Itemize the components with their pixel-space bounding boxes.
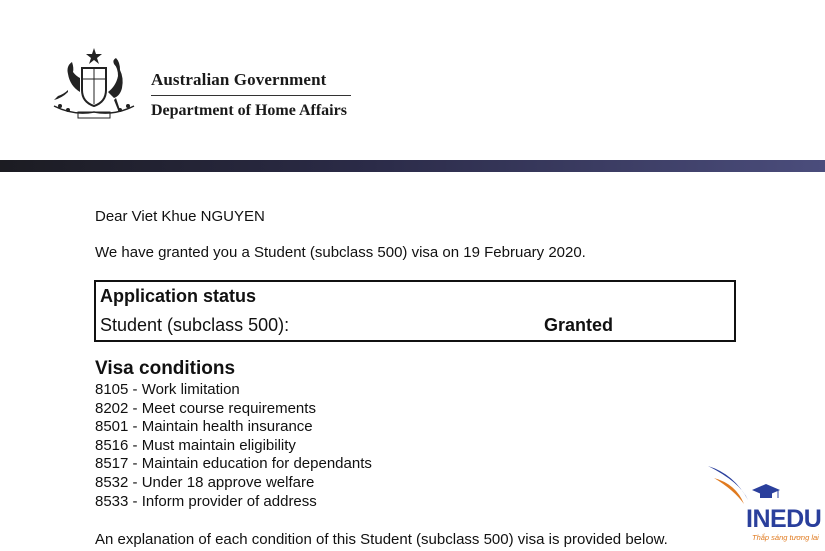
letterhead-divider [151, 95, 351, 96]
status-value: Granted [544, 315, 614, 335]
header-banner [0, 160, 825, 172]
explanation-text: An explanation of each condition of this Student (subclass 500) visa is provided below. [95, 531, 668, 548]
inedu-tagline: Thắp sáng tương lai [752, 533, 819, 542]
department-name: Department of Home Affairs [151, 102, 347, 119]
status-title: Application status [100, 286, 257, 306]
condition-item: 8532 - Under 18 approve welfare [95, 473, 315, 491]
letterhead [0, 0, 825, 160]
condition-item: 8517 - Maintain education for dependants [95, 455, 372, 473]
government-name: Australian Government [151, 70, 327, 89]
grant-statement: We have granted you a Student (subclass 500) visa on 19 February 2020. [95, 244, 586, 261]
inedu-brand: INEDU [746, 505, 822, 533]
application-status-box [94, 280, 736, 342]
condition-item: 8501 - Maintain health insurance [95, 418, 313, 436]
condition-item: 8105 - Work limitation [95, 381, 240, 398]
condition-item: 8202 - Meet course requirements [95, 399, 316, 417]
coat-of-arms-icon [44, 46, 144, 122]
condition-item: 8533 - Inform provider of address [95, 492, 317, 510]
condition-item: 8516 - Must maintain eligibility [95, 436, 296, 454]
conditions-list [95, 381, 372, 511]
status-visa-label: Student (subclass 500): [100, 315, 290, 335]
salutation: Dear Viet Khue NGUYEN [95, 208, 265, 225]
conditions-heading: Visa conditions [95, 358, 236, 379]
